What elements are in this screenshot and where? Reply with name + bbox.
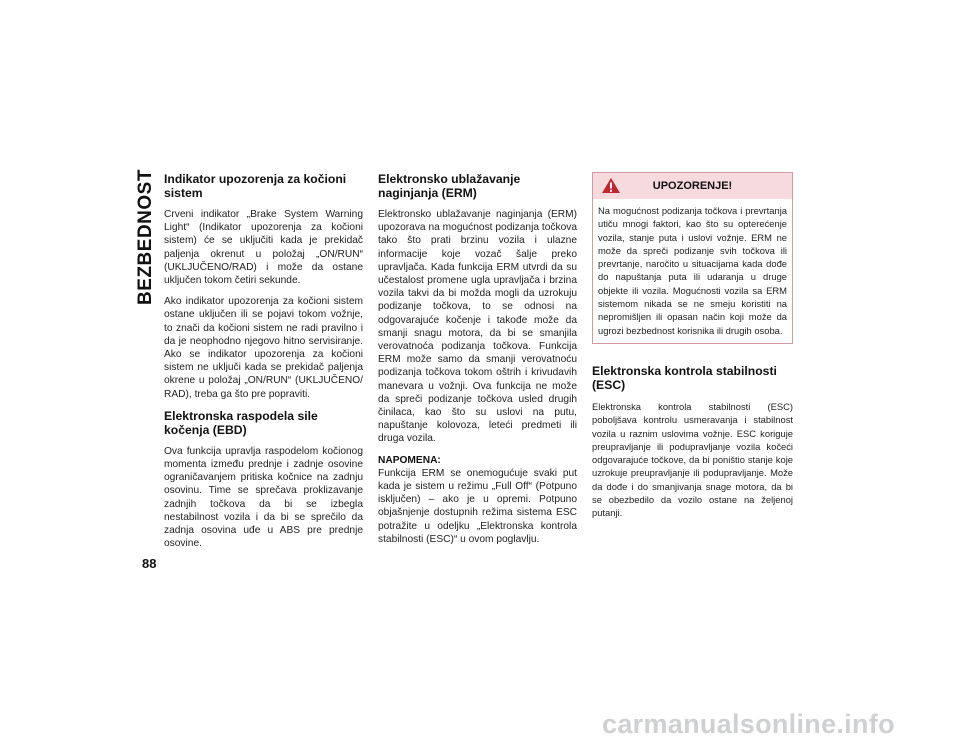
warning-title: UPOZORENJE! xyxy=(652,180,733,192)
note-label: NAPOMENA: xyxy=(378,454,441,466)
brake-warning-heading: Indikator upozorenja za kočioni sistem xyxy=(164,172,347,200)
section-label xyxy=(126,169,166,305)
warning-text: Na mogućnost podizanja točkova i prevrtanja utiču mnogi faktori, kao što su opterećenje vozila, stanje puta i uslovi vožnje. ERM ne može da spreči podizanje svih točkova ili prevrtanje, naročito u situacijama kada dođe do napuštanja puta ili udaranja u druge objekte ili vozila. Mogućnosti vozila sa ERM sistemom nikada se ne smeju koristiti na nepromišljen ili opasan način koji može da ugrozi bezbednost korisnika ili drugih osoba. xyxy=(598,205,787,336)
ebd-paragraph: Ova funkcija upravlja raspodelom kočionog momenta između prednje i zadnje osovine ograničavanjem pritiska kočnice na zadnju osovinu. Time se sprečava proklizavanje zadnjih točkova da bi se izbegla nestabilnost vozila i da bi se sprečilo da zadnja osovina uđe u ABS pre prednje osovine. xyxy=(164,445,363,550)
esc-paragraph: Elektronska kontrola stabilnosti (ESC) poboljšava kontrolu usmeravanja i stabilnost vozila u raznim uslovima vožnje. ESC koriguje preupravljanje ili podupravljanje vozila kočeći odgovarajuće točkove, da bi poništio stanje koje uzrokuje preupravljanje ili podupravljanje. Može da dođe i do smanjivanja snage motora, da bi se obezbedilo da vozilo ostane na željenoj putanji. xyxy=(592,400,793,519)
brake-warning-paragraph-2: Ako indikator upozorenja za kočioni sistem ostane uključen ili se pojavi tokom vožnje, to znači da kočioni sistem ne radi pravilno i da je neophodno njegovo hitno servisiranje. Ako se indikator upozorenja za kočioni sistem ne uključi kada se prekidač paljenja okrene u položaj „ON/RUN“ (UKLJUČENO/ RAD), treba ga što pre popraviti. xyxy=(164,296,363,400)
page-number: 88 xyxy=(142,556,157,571)
note-text: Funkcija ERM se onemogućuje svaki put kada je sistem u režimu „Full Off“ (Potpuno isključen) – ako je u opremi. Potpuno objašnjenje dostupnih režima sistema ESC potražite u odeljku „Elektronska kontrola stabilnosti (ESC)“ u ovom poglavlju. xyxy=(378,467,577,545)
warning-triangle-icon xyxy=(601,177,621,199)
erm-paragraph: Elektronsko ublažavanje naginjanja (ERM) upozorava na mogućnost podizanja točkova tako što prati brzinu vozila i ulazne informacije koje vozač šalje preko upravljača. Kada funkcija ERM utvrdi da su učestalost promene ugla upravljača i brzina vozila takvi da bi možda mogli da uzrokuju podizanje točkova, to se odnosi na odgovarajuće kočenje i takođe može da smanji snagu motora, da bi se smanjila verovatnoća podizanja točkova. Funkcija ERM može samo da smanji verovatnoću podizanja točkova tokom oštrih i krivudavih manevara u vožnji. Ova funkcija ne može da spreči podizanje točkova usled drugih činilaca, kao što su uslovi na putu, napuštanje kolovoza, leteći predmeti ili druga vozila. xyxy=(378,209,577,445)
watermark: carmanualsonline.info xyxy=(602,709,895,739)
warning-box xyxy=(592,172,793,344)
column-1 xyxy=(164,172,363,558)
ebd-heading: Elektronska raspodela sile kočenja (EBD) xyxy=(164,408,318,437)
column-3 xyxy=(592,172,793,528)
esc-heading: Elektronska kontrola stabilnosti (ESC) xyxy=(592,363,777,392)
warning-header xyxy=(593,173,792,199)
brake-warning-paragraph-1: Crveni indikator „Brake System Warning Light“ (Indikator upozorenja za kočioni sistem) će se uključiti kada je prekidač paljenja okrenut u položaj „ON/RUN“ (UKLJUČENO/RAD) i može da ostane uključen tokom četiri sekunde. xyxy=(164,209,363,287)
column-2 xyxy=(378,172,577,554)
erm-heading: Elektronsko ublažavanje naginjanja (ERM) xyxy=(378,172,521,200)
section-label-text: BEZBEDNOST xyxy=(135,169,156,305)
